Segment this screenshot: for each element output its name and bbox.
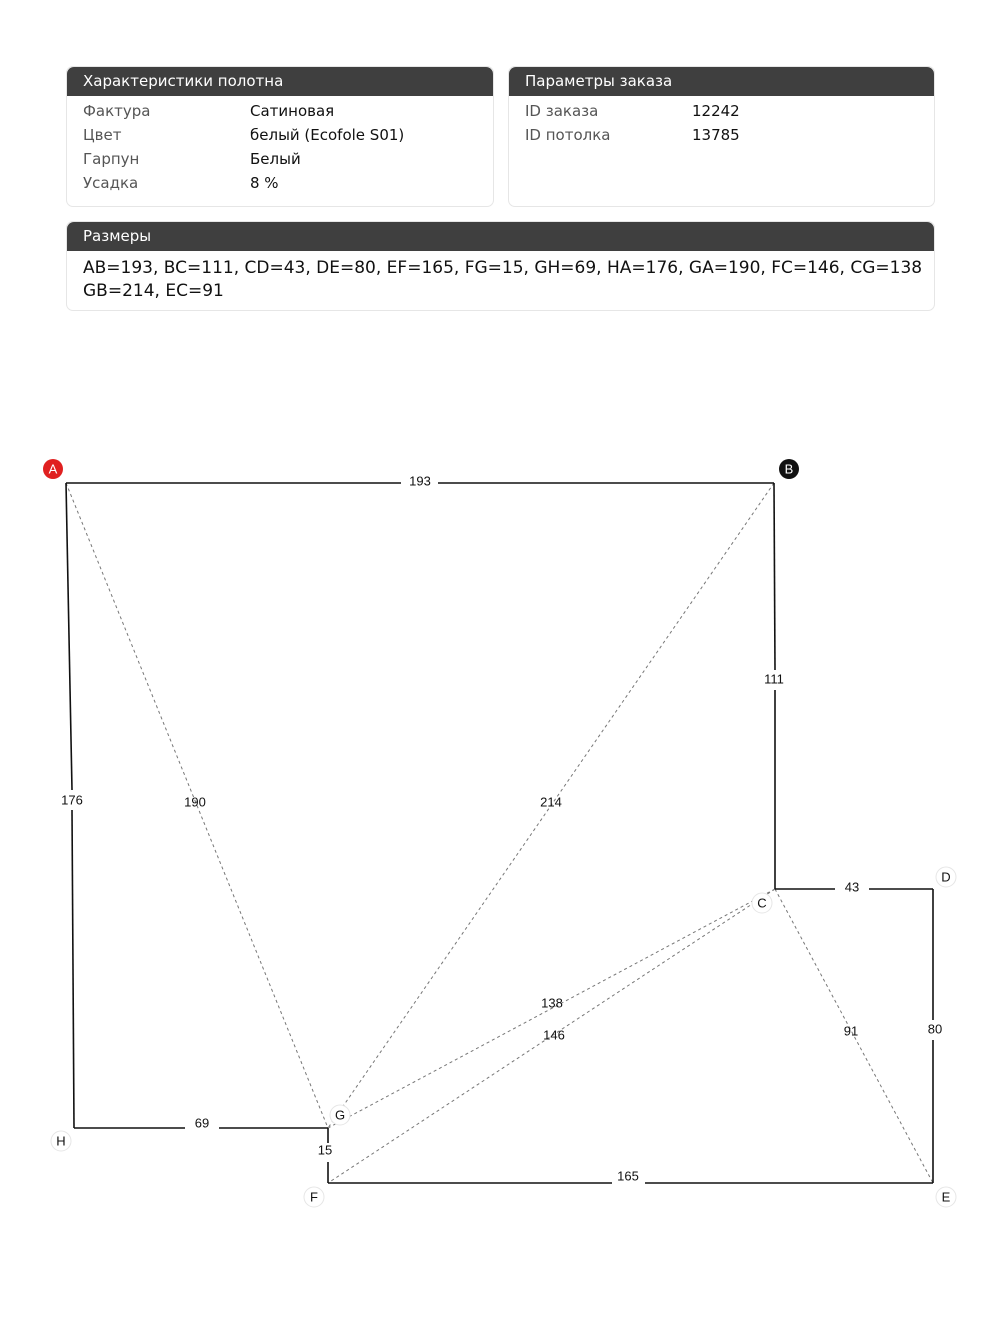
sizes-title: Размеры — [67, 222, 934, 251]
order-parameters-title: Параметры заказа — [509, 67, 934, 96]
color-label: Цвет — [83, 126, 122, 144]
side-label-ef: 165 — [617, 1168, 639, 1184]
vertex-b-label: B — [784, 461, 794, 477]
vertex-f — [304, 1187, 324, 1207]
texture-label: Фактура — [83, 102, 151, 120]
diagonal-label-ga: 190 — [184, 794, 206, 810]
vertex-h — [51, 1131, 71, 1151]
color-value: белый (Ecofole S01) — [250, 126, 405, 144]
vertex-e-label: E — [941, 1189, 951, 1205]
diagonal-label-fc: 146 — [543, 1027, 565, 1043]
vertex-a — [43, 459, 63, 479]
side-label-ab: 193 — [409, 473, 431, 489]
sizes-line-2: GB=214, EC=91 — [83, 281, 224, 301]
diagonal-label-ec: 91 — [843, 1023, 859, 1039]
vertex-a-label: A — [48, 461, 58, 477]
vertex-g-label: G — [334, 1107, 346, 1123]
vertex-d — [936, 867, 956, 887]
diagonal-label-gb: 214 — [540, 794, 562, 810]
diagonal-label-cg: 138 — [541, 995, 563, 1011]
walls — [66, 483, 933, 1183]
order-id-value: 12242 — [692, 102, 740, 120]
side-label-bc: 111 — [764, 671, 784, 687]
diagonals — [66, 483, 933, 1183]
sizes-line-1: AB=193, BC=111, CD=43, DE=80, EF=165, FG=15, GH=69, HA=176, GA=190, FC=146, CG=138 — [83, 258, 923, 278]
canvas-properties-title: Характеристики полотна — [67, 67, 493, 96]
texture-value: Сатиновая — [250, 102, 335, 120]
harpoon-label: Гарпун — [83, 150, 140, 168]
side-label-fg: 15 — [317, 1142, 333, 1158]
shrinkage-label: Усадка — [83, 174, 139, 192]
vertex-g — [330, 1105, 350, 1125]
wall-ha-top — [66, 483, 72, 790]
side-label-de: 80 — [927, 1021, 943, 1037]
ceiling-id-label: ID потолка — [525, 126, 611, 144]
ceiling-id-value: 13785 — [692, 126, 740, 144]
vertex-d-label: D — [941, 869, 951, 885]
side-label-cd: 43 — [844, 879, 860, 895]
side-label-gh: 69 — [194, 1115, 210, 1131]
vertex-b — [779, 459, 799, 479]
vertex-e — [936, 1187, 956, 1207]
vertex-c-label: C — [757, 895, 767, 911]
order-id-label: ID заказа — [525, 102, 599, 120]
vertex-c — [752, 893, 772, 913]
wall-bc-top — [774, 483, 775, 670]
vertex-f-label: F — [310, 1189, 318, 1205]
wall-ha-bottom — [72, 810, 74, 1128]
side-label-ha: 176 — [61, 792, 83, 808]
harpoon-value: Белый — [250, 150, 301, 168]
shrinkage-value: 8 % — [250, 174, 279, 192]
vertex-h-label: H — [56, 1133, 66, 1149]
